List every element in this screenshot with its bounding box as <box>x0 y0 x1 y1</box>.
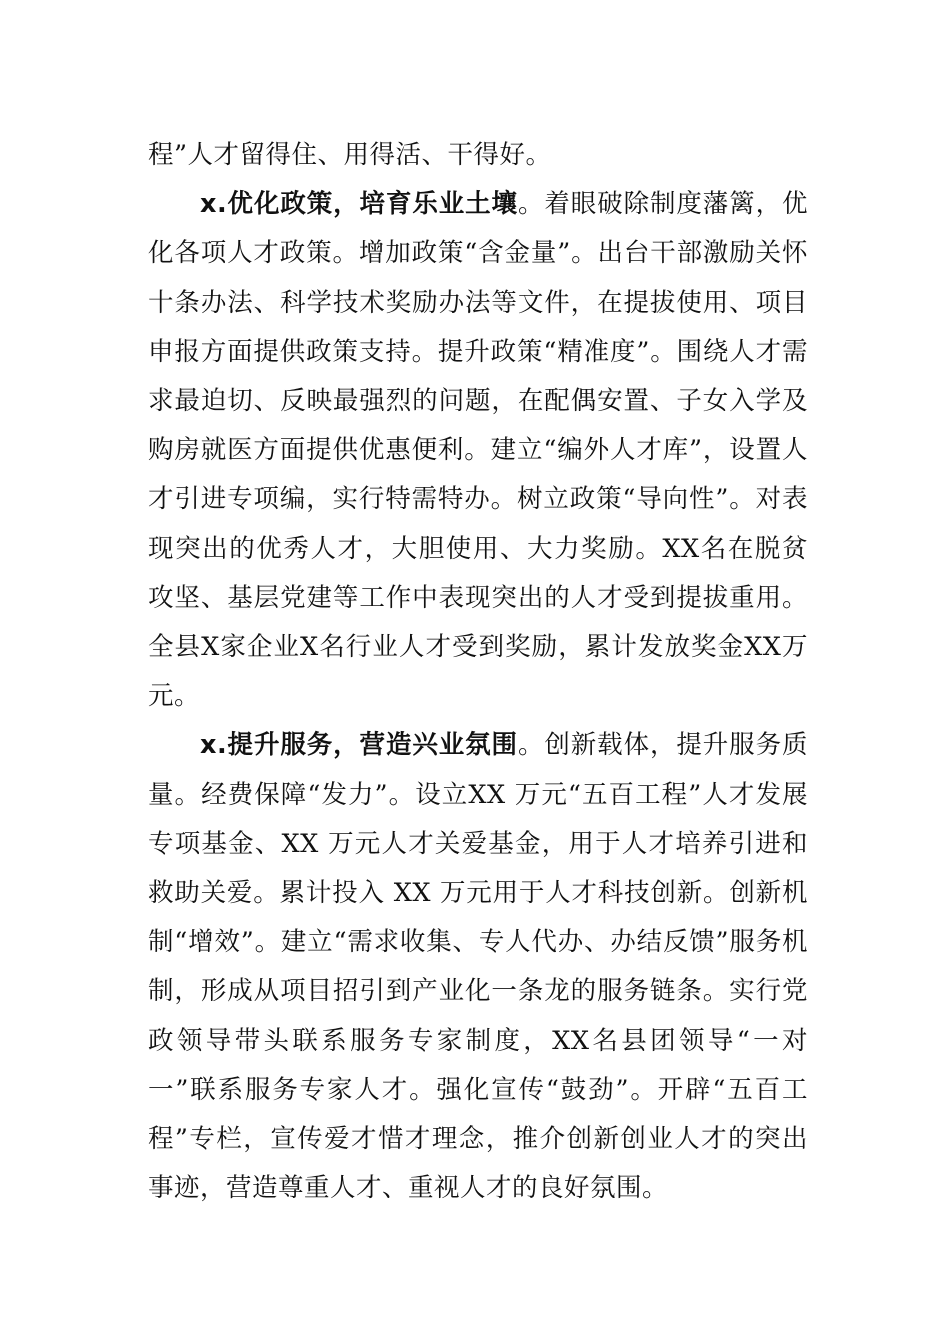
paragraph-improve-service <box>148 721 808 1213</box>
paragraph-heading: x.优化政策，培育乐业土壤 <box>200 189 518 220</box>
paragraph-heading: x.提升服务，营造兴业氛围 <box>200 730 518 761</box>
paragraph-text: 程”人才留得住、用得活、干得好。 <box>148 140 552 170</box>
paragraph-optimize-policy <box>148 180 808 721</box>
paragraph-text: 。创新载体，提升服务质量。经费保障“发力”。设立XX 万元“五百工程”人才发展专项基金、XX 万元人才关爱基金，用于人才培养引进和救助关爱。累计投入 XX 万元用于人才科技创新。创新机制“增效”。建立“需求收集、专人代办、办结反馈”服务机制，形成从项目招引到产业化一条龙的服务链条。实行党政领导带头联系服务专家制度，XX名县团领导“一对一”联系服务专家人才。强化宣传“鼓劲”。开辟“五百工程”专栏，宣传爱才惜才理念，推介创新创业人才的突出事迹，营造尊重人才、重视人才的良好氛围。 <box>148 730 808 1204</box>
paragraph-text: 。着眼破除制度藩篱，优化各项人才政策。增加政策“含金量”。出台干部激励关怀十条办法、科学技术奖励办法等文件，在提拔使用、项目申报方面提供政策支持。提升政策“精准度”。围绕人才需求最迫切、反映最强烈的问题，在配偶安置、子女入学及购房就医方面提供优惠便利。建立“编外人才库”，设置人才引进专项编，实行特需特办。树立政策“导向性”。对表现突出的优秀人才，大胆使用、大力奖励。XX名在脱贫攻坚、基层党建等工作中表现突出的人才受到提拔重用。全县X家企业X名行业人才受到奖励，累计发放奖金XX万元。 <box>148 189 808 712</box>
paragraph-continuation <box>148 131 808 180</box>
document-body <box>148 131 808 1213</box>
